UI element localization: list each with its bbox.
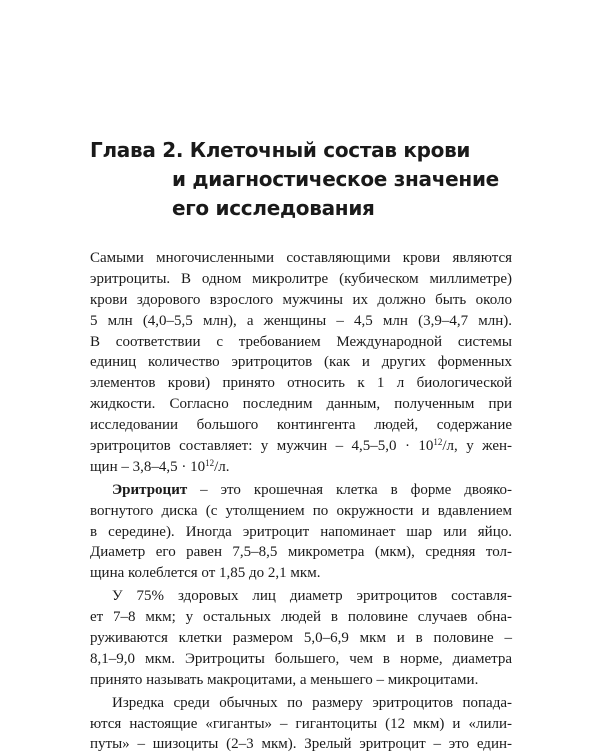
paragraph-4 xyxy=(90,693,512,755)
text-line: ет 7–8 мкм; у остальных людей в половине случаев обна- xyxy=(90,609,512,626)
paragraph-1 xyxy=(90,248,512,478)
exponent: 12 xyxy=(433,437,443,448)
text-line: исследовании большого контингента людей, содержание xyxy=(90,417,512,434)
text-line: У 75% здоровых лиц диаметр эритроцитов составля- xyxy=(112,588,512,605)
text-line: принято называть макроцитами, а меньшего – микроцитами. xyxy=(90,671,479,688)
text-line: 5 млн (4,0–5,5 млн), а женщины – 4,5 млн (3,9–4,7 млн). xyxy=(90,312,512,329)
chapter-body xyxy=(90,248,512,755)
exponent: 12 xyxy=(205,457,215,468)
text-line: элементов крови) принято относить к 1 л биологической xyxy=(90,375,512,392)
text-line: В соответствии с требованием Международной системы xyxy=(90,333,512,350)
text-line: крови здорового взрослого мужчины их должно быть около xyxy=(90,291,512,308)
text-line: путы» – шизоциты (2–3 мкм). Зрелый эритроцит – это един- xyxy=(90,736,512,753)
text-line: Самыми многочисленными составляющими крови являются xyxy=(90,250,512,266)
text-line xyxy=(90,480,512,501)
text-line: ются настоящие «гиганты» – гигантоциты (12 мкм) и «лили- xyxy=(90,715,512,732)
text-fragment: /л. xyxy=(214,458,230,475)
chapter-title-line-3: его исследования xyxy=(172,196,375,220)
text-line: щина колеблется от 1,85 до 2,1 мкм. xyxy=(90,565,321,582)
chapter-title xyxy=(90,136,530,223)
text-line: в середине). Иногда эритроцит напоминает шар или яйцо. xyxy=(90,523,512,540)
text-line: жидкости. Согласно последним данным, полученным при xyxy=(90,396,512,413)
text-line: 8,1–9,0 мкм. Эритроциты большего, чем в норме, диаметра xyxy=(90,650,512,667)
chapter-title-line-1: Глава 2. Клеточный состав крови xyxy=(90,138,471,162)
text-fragment: – это крошечная клетка в форме двояко- xyxy=(187,481,512,498)
text-fragment: щин – 3,8–4,5 · 10 xyxy=(90,458,206,475)
text-fragment: /л, у жен- xyxy=(442,438,512,455)
text-line: единиц количество эритроцитов (как и других форменных xyxy=(90,354,512,371)
term-erythrocyte: Эритроцит xyxy=(112,481,188,498)
text-line: эритроциты. В одном микролитре (кубическом миллиметре) xyxy=(90,270,512,287)
text-fragment: эритроцитов составляет: у мужчин – 4,5–5,0 · 10 xyxy=(90,438,434,455)
paragraph-3 xyxy=(90,586,512,690)
chapter-title-line-2: и диагностическое значение xyxy=(172,167,499,191)
text-line: вогнутого диска (с утолщением по окружности и вдавлением xyxy=(90,502,512,519)
text-line-male-count xyxy=(90,436,512,457)
text-line: Диаметр его равен 7,5–8,5 микрометра (мкм), средняя тол- xyxy=(90,544,512,561)
text-line-female-count xyxy=(90,457,512,478)
text-line: руживаются клетки размером 5,0–6,9 мкм и в половине – xyxy=(90,630,512,647)
text-line: Изредка среди обычных по размеру эритроцитов попада- xyxy=(112,694,512,711)
paragraph-2 xyxy=(90,480,512,584)
